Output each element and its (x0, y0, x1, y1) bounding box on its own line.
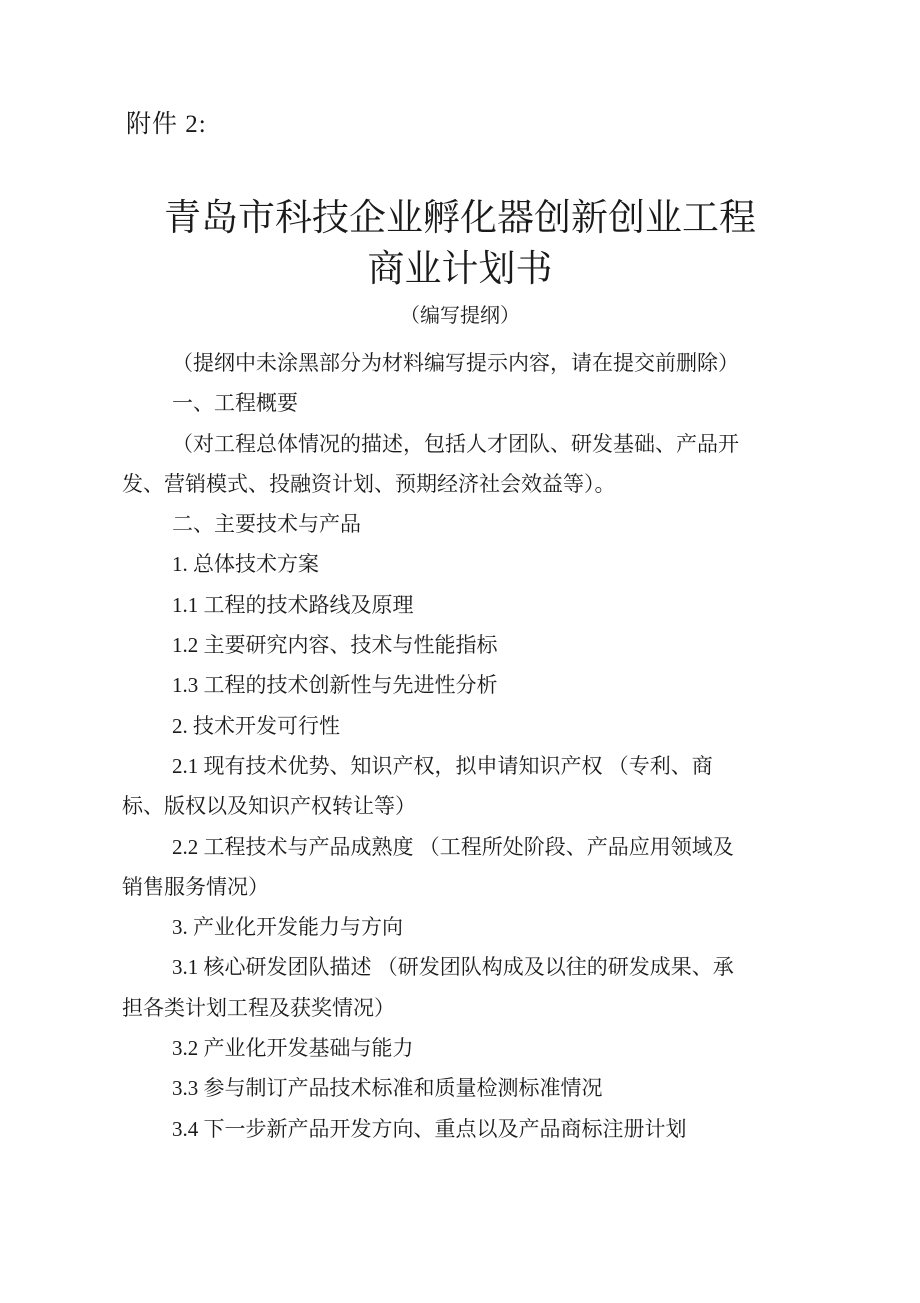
document-body (122, 343, 870, 1149)
body-line: 销售服务情况） (122, 874, 269, 899)
body-line: 标、版权以及知识产权转让等） (122, 794, 416, 819)
body-line: 3.3 参与制订产品技术标准和质量检测标准情况 (172, 1076, 603, 1101)
body-line: 2.2 工程技术与产品成熟度 （工程所处阶段、产品应用领域及 (172, 834, 734, 859)
body-line: 3.1 核心研发团队描述 （研发团队构成及以往的研发成果、承 (172, 955, 734, 980)
body-line: 1.2 主要研究内容、技术与性能指标 (172, 633, 498, 658)
body-line: 3.2 产业化开发基础与能力 (172, 1036, 414, 1061)
body-line: 1.3 工程的技术创新性与先进性分析 (172, 673, 498, 698)
body-line: 1. 总体技术方案 (172, 552, 319, 577)
title-line-2: 商业计划书 (367, 249, 553, 290)
body-line: 二、主要技术与产品 (172, 512, 361, 537)
body-line: 3. 产业化开发能力与方向 (172, 915, 403, 940)
title-line-1: 青岛市科技企业孵化器创新创业工程 (164, 198, 756, 239)
body-line: 2. 技术开发可行性 (172, 713, 340, 738)
body-line: 2.1 现有技术优势、知识产权，拟申请知识产权 （专利、商 (172, 753, 713, 778)
body-line: 3.4 下一步新产品开发方向、重点以及产品商标注册计划 (172, 1116, 687, 1141)
document-title (0, 193, 920, 295)
body-line: 1.1 工程的技术路线及原理 (172, 592, 414, 617)
body-line: 发、营销模式、投融资计划、预期经济社会效益等）。 (122, 471, 616, 496)
body-line: （提纲中未涂黑部分为材料编写提示内容，请在提交前删除） (172, 351, 739, 375)
body-line: 担各类计划工程及获奖情况） (122, 995, 395, 1020)
attachment-label: 附件 2: (126, 111, 207, 138)
body-line: （对工程总体情况的描述，包括人才团队、研发基础、产品开 (172, 431, 739, 456)
document-subtitle: （编写提纲） (400, 305, 520, 327)
body-line: 一、工程概要 (172, 391, 298, 416)
